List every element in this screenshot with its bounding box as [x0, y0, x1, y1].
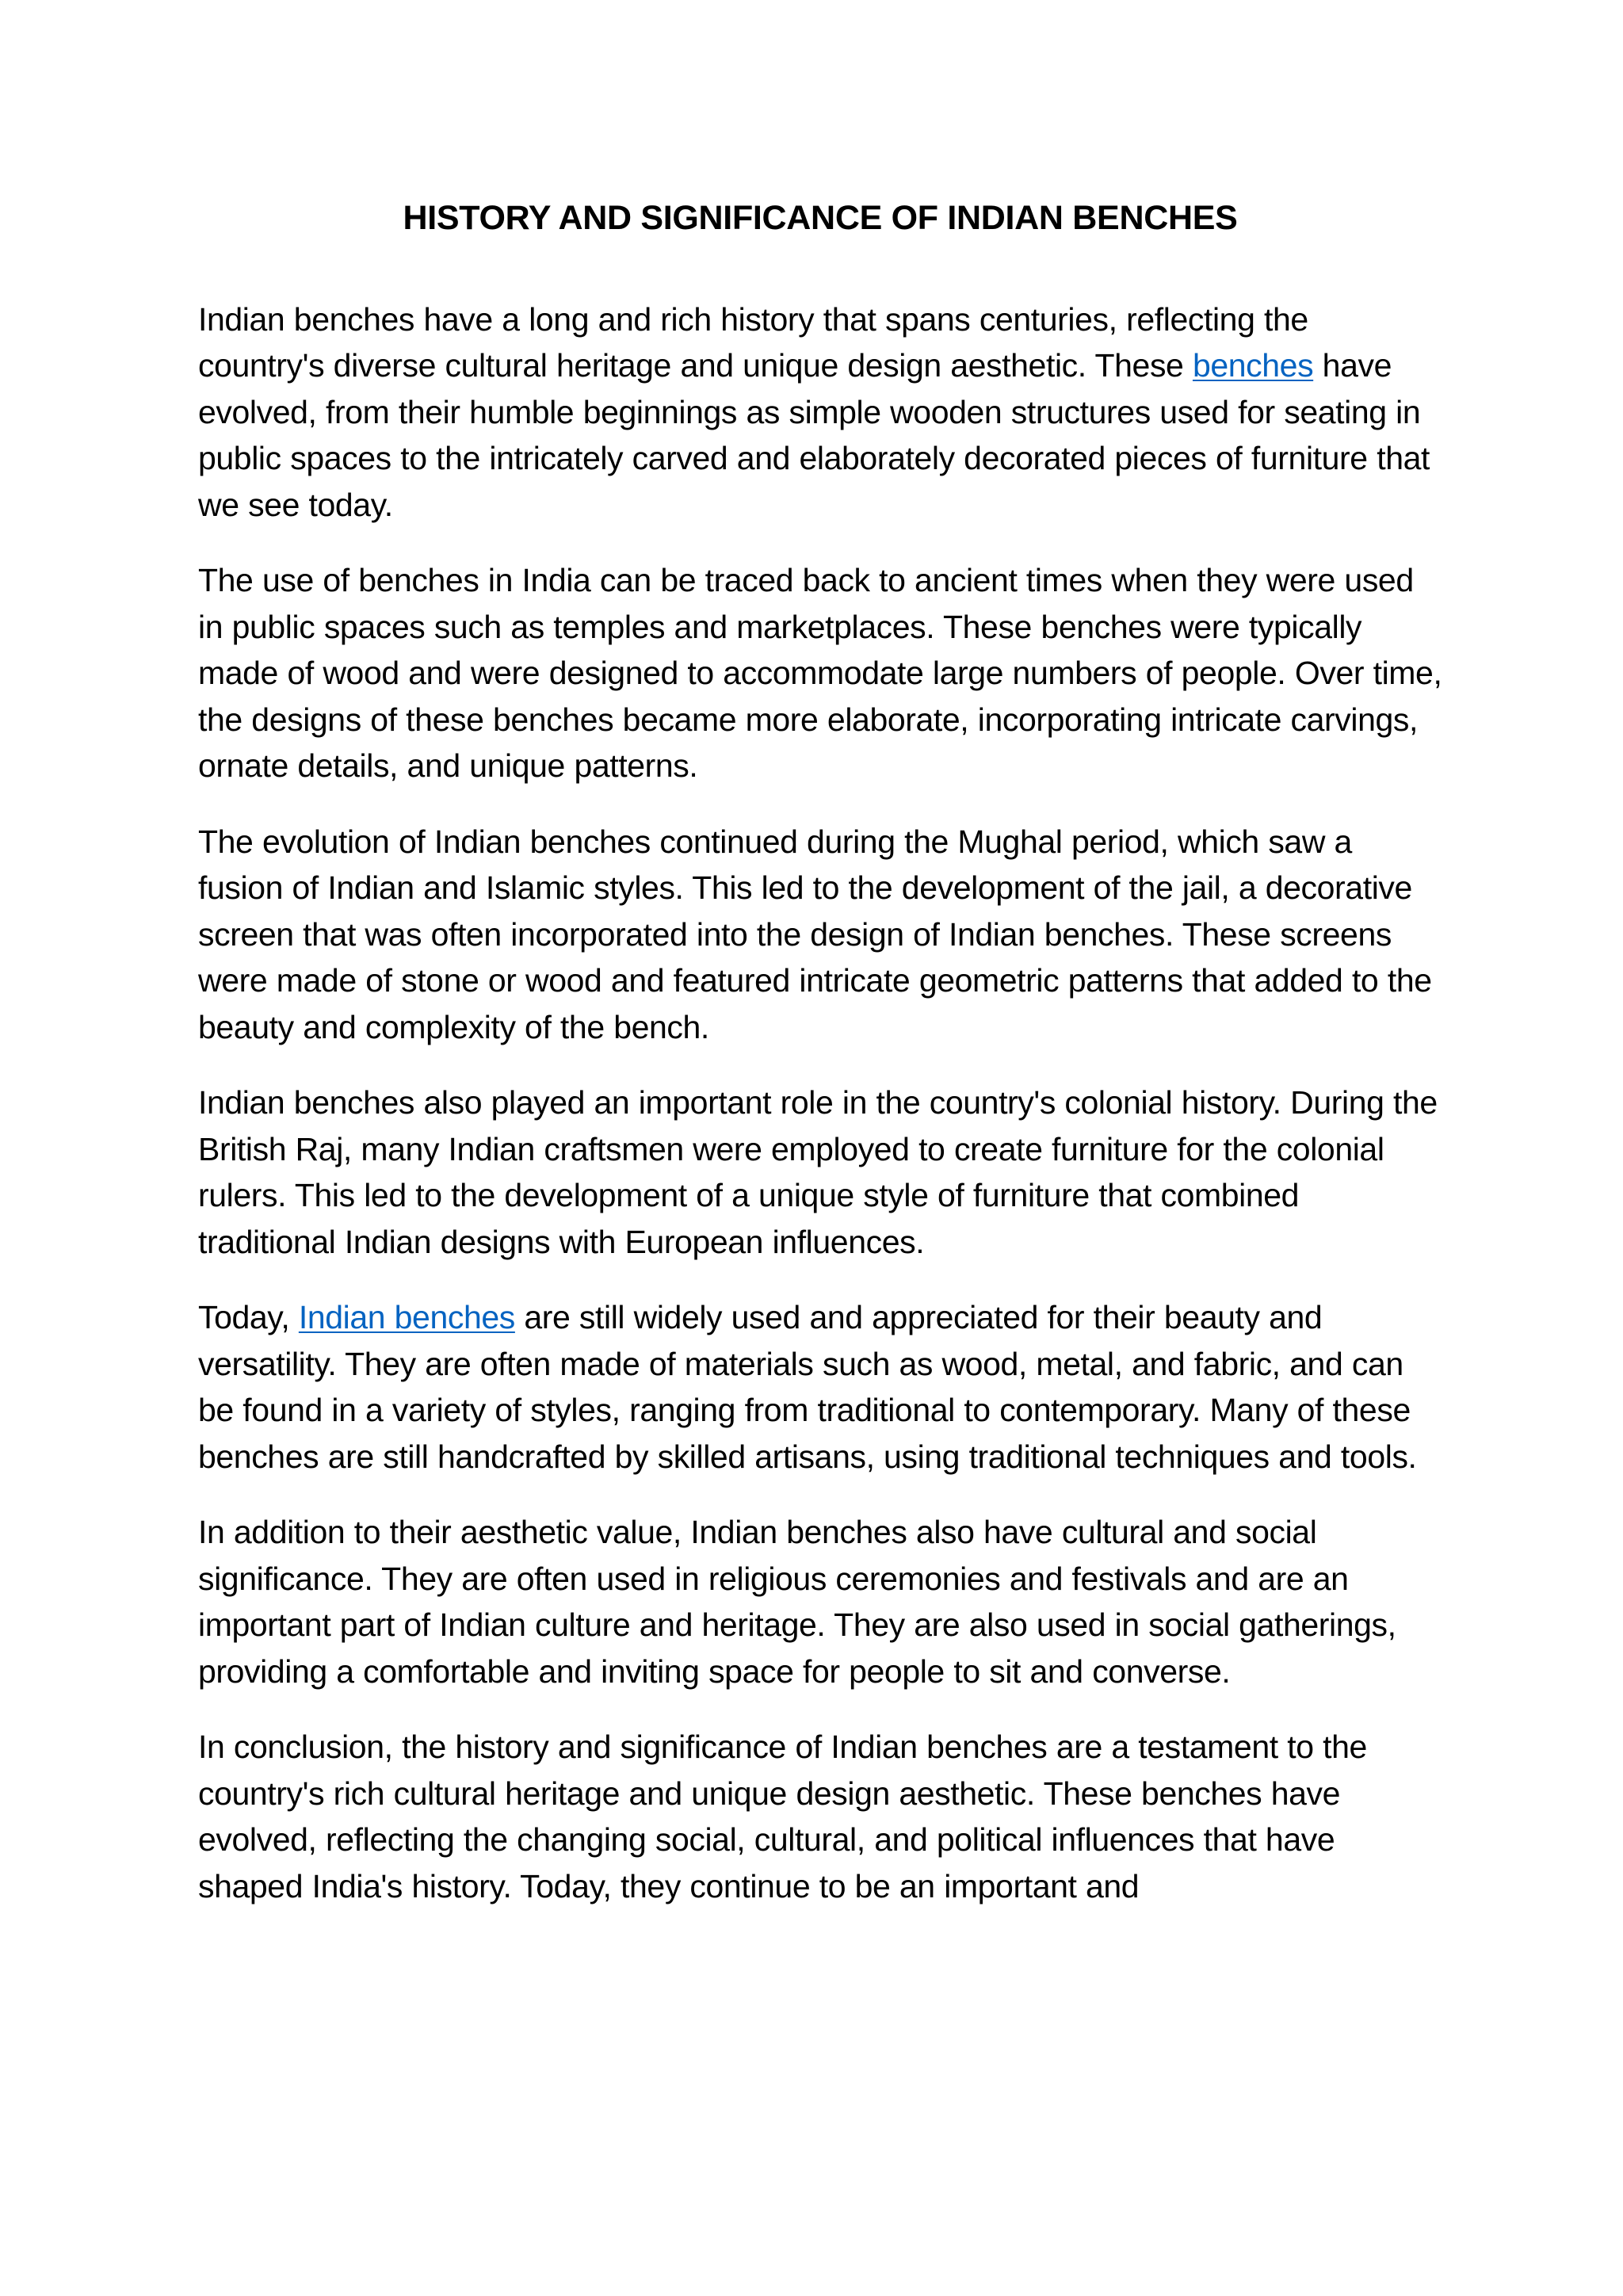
benches-link[interactable]: benches [1192, 347, 1314, 384]
document-body [198, 198, 1442, 1939]
paragraph-2: The use of benches in India can be traced back to ancient times when they were used in public spaces such as temples and marketplaces. These benches were typically made of wood and were designed to accommodate large numbers of people. Over time, the designs of these benches became more elaborate, incorporating intricate carvings, ornate details, and unique patterns. [198, 562, 1442, 785]
paragraph-1-text-start: Indian benches have a long and rich history that spans centuries, reflecting the country's diverse cultural heritage and unique design aesthetic. These [198, 300, 1308, 384]
paragraph-5-text-start: Today, [198, 1299, 299, 1336]
paragraph-5-text-end: are still widely used and appreciated for their beauty and versatility. They are often made of materials such as wood, metal, and fabric, and can be found in a variety of styles, ranging from traditional to contemporary. Many of these benches are still handcrafted by skilled artisans, using traditional techniques and tools. [198, 1299, 1417, 1475]
indian-benches-link[interactable]: Indian benches [298, 1299, 515, 1336]
paragraph-1 [198, 296, 1442, 529]
paragraph-3: The evolution of Indian benches continued during the Mughal period, which saw a fusion of Indian and Islamic styles. This led to the development of the jail, a decorative screen that was often incorporated into the design of Indian benches. These screens were made of stone or wood and featured intricate geometric patterns that added to the beauty and complexity of the bench. [198, 823, 1432, 1045]
paragraph-5 [198, 1294, 1442, 1480]
paragraph-4: Indian benches also played an important role in the country's colonial history. During the British Raj, many Indian craftsmen were employed to create furniture for the colonial rulers. This led to the development of a unique style of furniture that combined traditional Indian designs with European influences. [198, 1084, 1438, 1260]
paragraph-7: In conclusion, the history and significance of Indian benches are a testament to the country's rich cultural heritage and unique design aesthetic. These benches have evolved, reflecting the changing social, cultural, and political influences that have shaped India's history. Today, they continue to be an important and [198, 1729, 1367, 1904]
paragraph-6: In addition to their aesthetic value, Indian benches also have cultural and social significance. They are often used in religious ceremonies and festivals and are an important part of Indian culture and heritage. They are also used in social gatherings, providing a comfortable and inviting space for people to sit and converse. [198, 1514, 1396, 1690]
document-title: HISTORY AND SIGNIFICANCE OF INDIAN BENCHES [403, 199, 1238, 237]
paragraph-1-text-end: have evolved, from their humble beginnings as simple wooden structures used for seating in public spaces to the intricately carved and elaborately decorated pieces of furniture that we see today. [198, 347, 1430, 523]
